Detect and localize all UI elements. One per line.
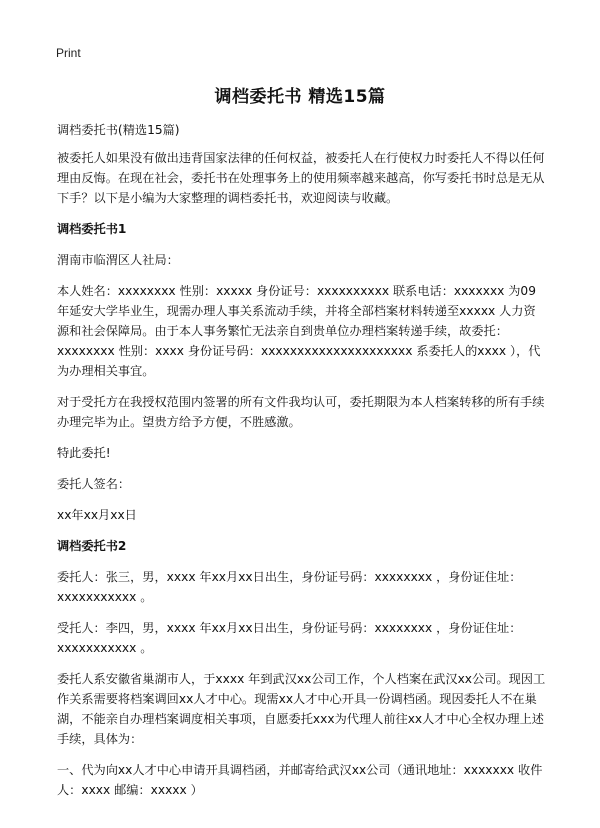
document-body [57, 120, 547, 811]
section-1-addressee: 渭南市临渭区人社局： [57, 253, 179, 267]
section-2-entrustee: 受托人：李四，男，xxxx 年xx月xx日出生，身份证号码：xxxxxxxx ，身份证住址：xxxxxxxxxxx 。 [57, 621, 522, 655]
section-1-date: xx年xx月xx日 [57, 508, 137, 522]
page-title: 调档委托书 精选15篇 [214, 87, 386, 107]
section-1-body-1: 本人姓名：xxxxxxxx 性别：xxxxx 身份证号：xxxxxxxxxx 联系电话：xxxxxxx 为09年延安大学毕业生，现需办理人事关系流动手续，并将全部档案材料转递至xxxxx 人力资源和社会保障局。由于本人事务繁忙无法亲自到贵单位办理档案转递手续，故委托：xxxxxxxx 性别：xxxx 身份证号码：xxxxxxxxxxxxxxxxxxxxx 系委托人的xxxx ），代为办理相关事宜。 [57, 284, 541, 378]
section-2-entrustor: 委托人：张三，男，xxxx 年xx月xx日出生，身份证号码：xxxxxxxx ，身份证住址：xxxxxxxxxxx 。 [57, 570, 522, 604]
intro-paragraph: 被委托人如果没有做出违背国家法律的任何权益，被委托人在行使权力时委托人不得以任何理由反悔。在现在社会，委托书在处理事务上的使用频率越来越高，你写委托书时总是无从下手？以下是小编为大家整理的调档委托书，欢迎阅读与收藏。 [57, 151, 545, 205]
print-link[interactable]: Print [56, 46, 81, 60]
section-1-heading: 调档委托书1 [57, 222, 127, 236]
section-2-item-1: 一、代为向xx人才中心申请开具调档函，并邮寄给武汉xx公司（通讯地址：xxxxxxx 收件人：xxxx 邮编：xxxxx ） [57, 763, 543, 797]
section-1-body-2: 对于受托方在我授权范围内签署的所有文件我均认可，委托期限为本人档案转移的所有手续办理完毕为止。望贵方给予方便，不胜感激。 [57, 395, 545, 429]
section-2-body-1: 委托人系安徽省巢湖市人，于xxxx 年到武汉xx公司工作，个人档案在武汉xx公司。现因工作关系需要将档案调回xx人才中心。现需xx人才中心开具一份调档函。现因委托人不在巢湖，不能亲自办理档案调度相关事项，自愿委托xxx为代理人前往xx人才中心全权办理上述手续，具体为： [57, 672, 546, 746]
section-2-heading: 调档委托书2 [57, 539, 127, 553]
section-1-closing: 特此委托! [57, 446, 111, 460]
section-1-signature: 委托人签名： [57, 477, 131, 491]
document-subtitle: 调档委托书(精选15篇) [57, 123, 180, 137]
